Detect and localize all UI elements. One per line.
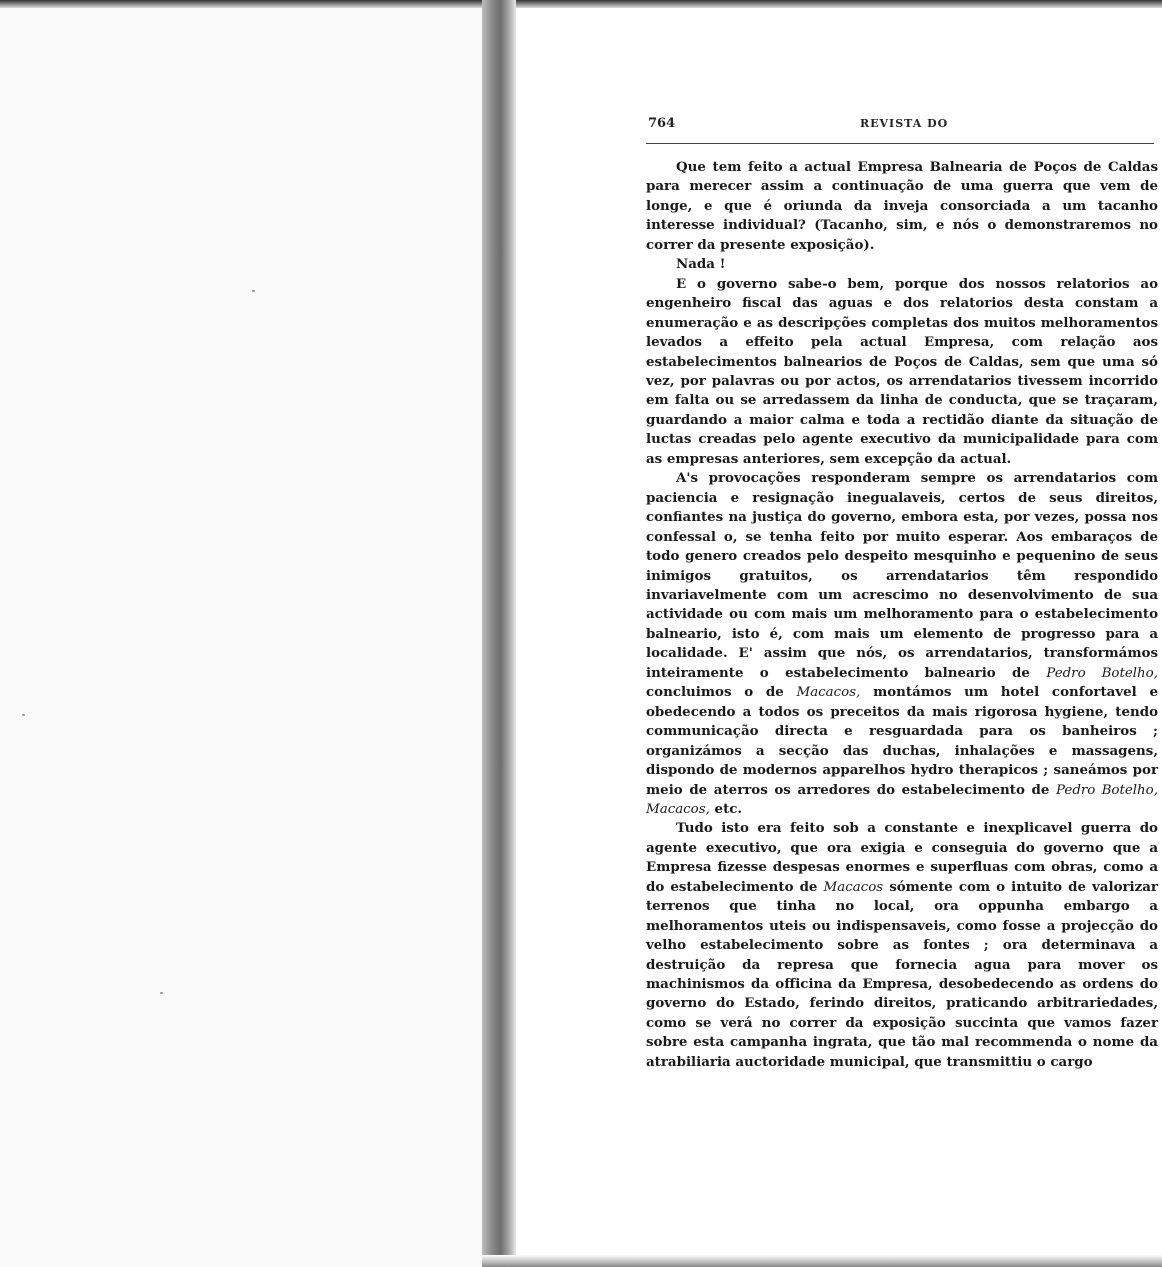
journal-title: REVISTA DO <box>860 117 949 130</box>
paragraph-4-text: montámos um hotel confortavel e obedecendo a todos os preceitos da mais rigorosa hygiene, tendo communicação directa e resguardada para os banheiros ; organizámos a secção das duchas, inhalações e massagens, dispondo de modernos apparelhos hydro therapicos ; saneámos por meio de aterros os arredores do estabelecimento de <box>646 684 1158 798</box>
paragraph-4-text: etc. <box>714 800 743 817</box>
italic-place-name: Pedro Botelho, Macacos, <box>646 782 1159 817</box>
left-page-blank <box>0 8 482 1267</box>
paragraph-4-text: concluimos o de <box>646 684 784 701</box>
paper-speck <box>22 714 25 716</box>
book-top-edge <box>0 0 1162 8</box>
paragraph-5 <box>646 819 1158 1072</box>
paper-speck <box>252 290 255 292</box>
paragraph-4 <box>646 469 1158 819</box>
italic-place-name: Pedro Botelho, <box>1046 665 1159 681</box>
book-bottom-edge <box>482 1255 1162 1267</box>
running-head <box>646 116 1156 138</box>
page-number: 764 <box>648 116 676 131</box>
paragraph-3: E o governo sabe-o bem, porque dos nossos relatorios ao engenheiro fiscal das aguas e dos relatorios desta constam a enumeração e as descripções completas dos muitos melhoramentos levados a effeito pela actual Empresa, com relação aos estabelecimentos balnearios de Poços de Caldas, sem que uma só vez, por palavras ou por actos, os arrendatarios tivessem incorrido em falta ou se arredassem da linha de conducta, que se traçaram, guardando a maior calma e toda a rectidão diante da situação de luctas creadas pelo agente executivo da municipalidade para com as empresas anteriores, sem excepção da actual. <box>646 275 1158 467</box>
book-gutter <box>482 0 516 1267</box>
italic-place-name: Macacos, <box>796 685 861 701</box>
paragraph-1: Que tem feito a actual Empresa Balnearia de Poços de Caldas para merecer assim a continuação de uma guerra que vem de longe, e que é oriunda da inveja consorciada a um tacanho interesse individual? (Tacanho, sim, e nós o demonstraremos no correr da presente exposição). <box>646 159 1158 253</box>
paragraph-5-text: sómente com o intuito de valorizar terrenos que tinha no local, ora oppunha embargo a melhoramentos uteis ou indispensaveis, como fosse a projecção do velho estabelecimento sobre as fontes ; ora determinava a destruição da represa que fornecia agua para mover os machinismos da officina da Empresa, desobedecendo as ordens do governo do Estado, ferindo direitos, praticando arbitrariedades, como se verá no correr da exposição succinta que vamos fazer sobre esta campanha ingrata, que tão mal recommenda o nome da atrabiliaria auctoridade municipal, que transmittiu o cargo <box>646 878 1158 1070</box>
paper-speck <box>160 992 163 994</box>
page-body <box>646 158 1158 1072</box>
header-rule <box>646 143 1154 144</box>
paragraph-4-text: A's provocações responderam sempre os arrendatarios com paciencia e resignação inegualaveis, certos de seus direitos, confiantes na justiça do governo, embora esta, por vezes, possa nos confessal o, se tenha feito por muito esperar. Aos embaraços de todo genero creados pelo despeito mesquinho e pequenino de seus inimigos gratuitos, os arrendatarios têm respondido invariavelmente com um acrescimo no desenvolvimento de sua actividade ou com mais um melhoramento para o estabelecimento balneario, isto é, com mais um elemento de progresso para a localidade. E' assim que nós, os arrendatarios, transformámos inteiramente o estabelecimento balneario de <box>646 470 1158 681</box>
italic-place-name: Macacos <box>823 879 884 895</box>
paragraph-2: Nada ! <box>676 256 726 273</box>
paragraph-5-text: Tudo isto era feito sob a constante e inexplicavel guerra do agente executivo, que ora exigia e conseguia do governo que a Empresa fizesse despesas enormes e superfluas com obras, como a do estabelecimento de <box>646 820 1158 895</box>
